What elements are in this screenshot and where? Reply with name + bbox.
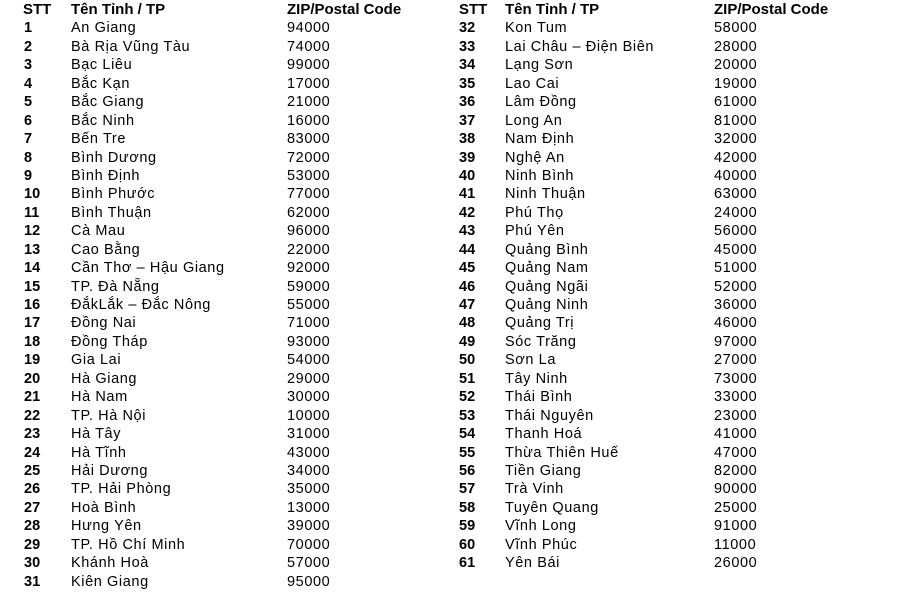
row-stt: 40 <box>459 167 476 184</box>
row-zip-code: 41000 <box>714 426 758 443</box>
row-province-name: Bình Phước <box>71 186 156 203</box>
row-province-name: Hà Tĩnh <box>71 444 127 461</box>
row-stt: 19 <box>24 352 41 369</box>
row-stt: 14 <box>24 260 41 277</box>
row-stt: 47 <box>459 297 476 313</box>
row-stt: 21 <box>24 389 41 406</box>
row-zip-code: 70000 <box>287 536 331 553</box>
row-stt: 58 <box>459 499 476 516</box>
row-stt: 8 <box>24 149 33 166</box>
row-zip-code: 20000 <box>714 57 758 74</box>
row-stt: 2 <box>24 38 33 55</box>
row-stt: 23 <box>24 426 41 443</box>
row-province-name: Yên Bái <box>505 555 560 572</box>
row-stt: 43 <box>459 223 476 240</box>
row-zip-code: 82000 <box>714 462 758 479</box>
row-zip-code: 61000 <box>714 94 758 111</box>
row-zip-code: 46000 <box>714 315 758 332</box>
row-province-name: Bến Tre <box>71 131 126 148</box>
row-stt: 42 <box>459 204 476 221</box>
row-province-name: Bắc Ninh <box>71 112 135 129</box>
row-province-name: TP. Hồ Chí Minh <box>71 536 186 553</box>
row-province-name: Tiền Giang <box>505 462 582 479</box>
row-zip-code: 72000 <box>287 149 331 166</box>
row-stt: 41 <box>459 186 476 203</box>
row-province-name: Quảng Bình <box>505 241 589 258</box>
row-province-name: Cà Mau <box>71 223 126 240</box>
row-stt: 30 <box>24 555 41 572</box>
row-stt: 39 <box>459 149 476 166</box>
row-province-name: Sơn La <box>505 352 557 369</box>
row-zip-code: 58000 <box>714 20 758 37</box>
row-province-name: Kiên Giang <box>71 573 149 590</box>
row-zip-code: 54000 <box>287 352 331 369</box>
header-stt: STT <box>23 1 52 18</box>
row-zip-code: 29000 <box>287 370 331 387</box>
row-province-name: Tuyên Quang <box>505 499 599 516</box>
row-stt: 24 <box>24 444 41 461</box>
row-province-name: Thanh Hoá <box>505 426 583 443</box>
row-province-name: Nghệ An <box>505 149 565 166</box>
row-zip-code: 27000 <box>714 352 758 369</box>
row-stt: 26 <box>24 481 41 498</box>
row-province-name: Bình Thuận <box>71 204 152 221</box>
row-stt: 37 <box>459 112 476 129</box>
row-stt: 34 <box>459 57 476 74</box>
row-stt: 38 <box>459 131 476 148</box>
row-province-name: Sóc Trăng <box>505 333 577 350</box>
row-zip-code: 43000 <box>287 444 331 461</box>
row-stt: 13 <box>24 241 41 258</box>
row-stt: 35 <box>459 75 476 92</box>
row-stt: 55 <box>459 444 476 461</box>
row-stt: 11 <box>24 204 40 221</box>
row-province-name: Phú Thọ <box>505 204 564 221</box>
row-stt: 54 <box>459 426 476 443</box>
row-zip-code: 10000 <box>287 407 331 424</box>
row-zip-code: 34000 <box>287 462 331 479</box>
row-province-name: Nam Định <box>505 131 575 148</box>
row-province-name: Long An <box>505 112 563 129</box>
row-province-name: Đồng Nai <box>71 315 137 332</box>
row-stt: 52 <box>459 389 476 406</box>
row-province-name: Thái Nguyên <box>505 407 594 424</box>
row-zip-code: 11000 <box>714 536 757 553</box>
row-province-name: Ninh Thuận <box>505 186 586 203</box>
row-stt: 28 <box>24 518 41 535</box>
row-province-name: Hưng Yên <box>71 518 142 535</box>
row-province-name: TP. Hà Nội <box>71 407 147 424</box>
row-province-name: Đồng Tháp <box>71 333 148 350</box>
row-province-name: TP. Hải Phòng <box>71 481 172 498</box>
row-zip-code: 63000 <box>714 186 758 203</box>
row-stt: 59 <box>459 518 476 535</box>
row-zip-code: 83000 <box>287 131 331 148</box>
row-stt: 48 <box>459 315 476 332</box>
row-zip-code: 39000 <box>287 518 331 535</box>
row-zip-code: 52000 <box>714 278 758 295</box>
row-province-name: An Giang <box>71 20 137 37</box>
row-province-name: Cần Thơ – Hậu Giang <box>71 260 225 277</box>
row-province-name: Hải Dương <box>71 462 149 479</box>
header-zip-code: ZIP/Postal Code <box>714 1 829 18</box>
row-zip-code: 73000 <box>714 370 758 387</box>
row-zip-code: 47000 <box>714 444 758 461</box>
row-zip-code: 97000 <box>714 333 758 350</box>
row-zip-code: 26000 <box>714 555 758 572</box>
row-zip-code: 51000 <box>714 260 758 277</box>
row-province-name: Bắc Kạn <box>71 75 131 92</box>
row-province-name: Lao Cai <box>505 75 560 92</box>
row-stt: 53 <box>459 407 476 424</box>
row-zip-code: 57000 <box>287 555 331 572</box>
row-stt: 7 <box>24 131 33 148</box>
row-province-name: Bạc Liêu <box>71 57 133 74</box>
header-province-name: Tên Tỉnh / TP <box>505 1 600 18</box>
row-zip-code: 36000 <box>714 297 758 313</box>
row-province-name: Bắc Giang <box>71 94 145 111</box>
row-province-name: TP. Đà Nẵng <box>71 278 160 295</box>
row-zip-code: 33000 <box>714 389 758 406</box>
row-zip-code: 77000 <box>287 186 331 203</box>
row-stt: 20 <box>24 370 41 387</box>
row-province-name: Gia Lai <box>71 352 122 369</box>
row-zip-code: 99000 <box>287 57 331 74</box>
row-zip-code: 16000 <box>287 112 331 129</box>
row-province-name: Bà Rịa Vũng Tàu <box>71 38 191 55</box>
row-stt: 49 <box>459 333 476 350</box>
row-zip-code: 53000 <box>287 167 331 184</box>
row-zip-code: 19000 <box>714 75 758 92</box>
row-province-name: Quảng Trị <box>505 315 575 332</box>
row-stt: 15 <box>24 278 41 295</box>
row-zip-code: 42000 <box>714 149 758 166</box>
row-stt: 31 <box>24 573 41 590</box>
row-province-name: Bình Dương <box>71 149 157 166</box>
row-province-name: Quảng Ngãi <box>505 278 589 295</box>
row-stt: 10 <box>24 186 41 203</box>
row-province-name: Lạng Sơn <box>505 57 574 74</box>
row-stt: 44 <box>459 241 476 258</box>
row-province-name: Ninh Bình <box>505 167 575 184</box>
header-stt: STT <box>459 1 488 18</box>
row-zip-code: 40000 <box>714 167 758 184</box>
row-province-name: Vĩnh Long <box>505 518 577 535</box>
row-province-name: ĐắkLắk – Đắc Nông <box>71 297 211 313</box>
row-stt: 46 <box>459 278 476 295</box>
row-province-name: Tây Ninh <box>505 370 568 387</box>
row-stt: 60 <box>459 536 476 553</box>
row-zip-code: 35000 <box>287 481 331 498</box>
row-zip-code: 91000 <box>714 518 758 535</box>
row-province-name: Hà Nam <box>71 389 128 406</box>
row-zip-code: 74000 <box>287 38 331 55</box>
header-zip-code: ZIP/Postal Code <box>287 1 402 18</box>
row-stt: 4 <box>24 75 33 92</box>
row-stt: 17 <box>24 315 41 332</box>
row-stt: 56 <box>459 462 476 479</box>
row-zip-code: 31000 <box>287 426 331 443</box>
row-stt: 6 <box>24 112 33 129</box>
row-province-name: Bình Định <box>71 167 141 184</box>
row-stt: 61 <box>459 555 476 572</box>
row-zip-code: 22000 <box>287 241 331 258</box>
row-zip-code: 92000 <box>287 260 331 277</box>
row-province-name: Hà Tây <box>71 426 122 443</box>
row-zip-code: 56000 <box>714 223 758 240</box>
row-province-name: Vĩnh Phúc <box>505 536 578 553</box>
row-zip-code: 95000 <box>287 573 331 590</box>
row-stt: 32 <box>459 20 476 37</box>
row-zip-code: 23000 <box>714 407 758 424</box>
row-stt: 5 <box>24 94 33 111</box>
row-province-name: Quảng Ninh <box>505 297 589 313</box>
row-zip-code: 24000 <box>714 204 758 221</box>
row-stt: 1 <box>24 20 33 37</box>
row-zip-code: 45000 <box>714 241 758 258</box>
row-province-name: Kon Tum <box>505 20 568 37</box>
row-province-name: Lâm Đồng <box>505 94 577 111</box>
row-zip-code: 25000 <box>714 499 758 516</box>
row-stt: 12 <box>24 223 41 240</box>
row-province-name: Quảng Nam <box>505 260 589 277</box>
row-stt: 3 <box>24 57 33 74</box>
row-stt: 33 <box>459 38 476 55</box>
row-province-name: Hà Giang <box>71 370 138 387</box>
row-province-name: Thừa Thiên Huế <box>505 444 619 461</box>
row-zip-code: 32000 <box>714 131 758 148</box>
row-zip-code: 93000 <box>287 333 331 350</box>
row-zip-code: 21000 <box>287 94 331 111</box>
row-stt: 18 <box>24 333 41 350</box>
row-stt: 9 <box>24 167 33 184</box>
row-zip-code: 30000 <box>287 389 331 406</box>
row-province-name: Khánh Hoà <box>71 555 149 572</box>
row-stt: 16 <box>24 297 41 313</box>
row-zip-code: 90000 <box>714 481 758 498</box>
row-stt: 57 <box>459 481 476 498</box>
row-province-name: Phú Yên <box>505 223 565 240</box>
row-zip-code: 28000 <box>714 38 758 55</box>
row-zip-code: 59000 <box>287 278 331 295</box>
row-stt: 29 <box>24 536 41 553</box>
row-province-name: Cao Bằng <box>71 241 141 258</box>
row-stt: 22 <box>24 407 41 424</box>
header-province-name: Tên Tỉnh / TP <box>71 1 166 18</box>
row-province-name: Thái Bình <box>505 389 573 406</box>
row-stt: 27 <box>24 499 41 516</box>
row-zip-code: 81000 <box>714 112 758 129</box>
row-stt: 36 <box>459 94 476 111</box>
row-zip-code: 94000 <box>287 20 331 37</box>
row-stt: 50 <box>459 352 476 369</box>
row-province-name: Trà Vinh <box>505 481 564 498</box>
row-zip-code: 71000 <box>287 315 331 332</box>
row-zip-code: 13000 <box>287 499 331 516</box>
row-province-name: Lai Châu – Điện Biên <box>505 38 655 55</box>
row-zip-code: 55000 <box>287 297 331 313</box>
row-province-name: Hoà Bình <box>71 499 137 516</box>
row-zip-code: 17000 <box>287 75 331 92</box>
row-stt: 45 <box>459 260 476 277</box>
row-zip-code: 96000 <box>287 223 331 240</box>
row-zip-code: 62000 <box>287 204 331 221</box>
row-stt: 51 <box>459 370 476 387</box>
row-stt: 25 <box>24 462 41 479</box>
